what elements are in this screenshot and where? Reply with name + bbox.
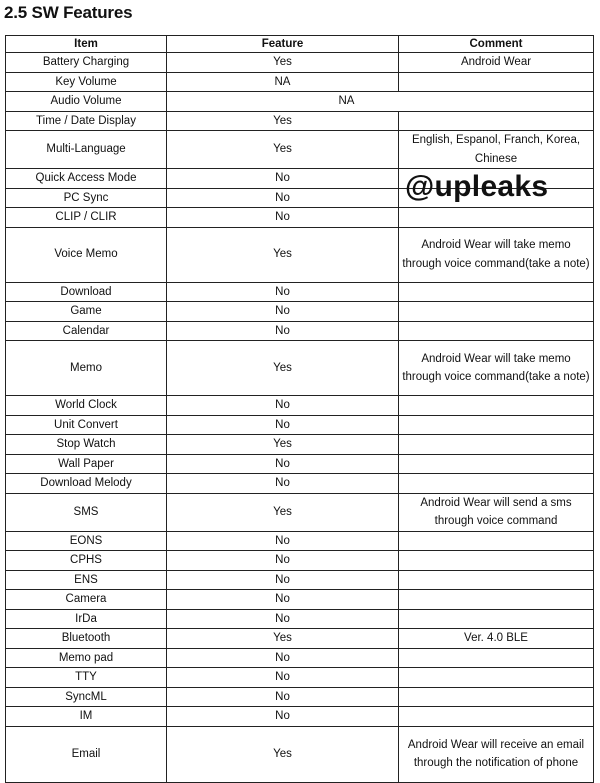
item-cell: Time / Date Display — [6, 111, 167, 131]
table-row — [6, 493, 594, 531]
item-cell: Email — [6, 726, 167, 782]
header-comment: Comment — [399, 36, 594, 53]
table-row — [6, 131, 594, 169]
feature-cell: No — [167, 396, 399, 416]
comment-cell — [399, 474, 594, 494]
item-cell: CLIP / CLIR — [6, 208, 167, 228]
comment-cell — [399, 531, 594, 551]
feature-cell: No — [167, 454, 399, 474]
comment-cell — [399, 415, 594, 435]
table-row — [6, 53, 594, 73]
item-cell: Memo pad — [6, 648, 167, 668]
table-row — [6, 668, 594, 688]
comment-cell — [399, 302, 594, 322]
comment-cell: Android Wear will take memo through voice command(take a note) — [399, 341, 594, 396]
feature-cell: No — [167, 687, 399, 707]
item-cell: Download Melody — [6, 474, 167, 494]
item-cell: Multi-Language — [6, 131, 167, 169]
table-row — [6, 92, 594, 112]
comment-cell: English, Espanol, Franch, Korea, Chinese — [399, 131, 594, 169]
feature-cell: Yes — [167, 435, 399, 455]
feature-cell: Yes — [167, 341, 399, 396]
table-row — [6, 570, 594, 590]
table-row — [6, 111, 594, 131]
item-cell: Unit Convert — [6, 415, 167, 435]
feature-cell: No — [167, 415, 399, 435]
item-cell: Wall Paper — [6, 454, 167, 474]
comment-cell: Ver. 4.0 BLE — [399, 629, 594, 649]
comment-cell — [399, 72, 594, 92]
comment-cell — [399, 570, 594, 590]
feature-cell: No — [167, 648, 399, 668]
table-row — [6, 72, 594, 92]
table-body — [6, 53, 594, 783]
feature-cell: No — [167, 302, 399, 322]
table-row — [6, 531, 594, 551]
table-row — [6, 208, 594, 228]
table-header-row — [6, 36, 594, 53]
item-cell: Download — [6, 282, 167, 302]
item-cell: Battery Charging — [6, 53, 167, 73]
item-cell: CPHS — [6, 551, 167, 571]
table-row — [6, 687, 594, 707]
sw-features-table — [5, 35, 594, 783]
item-cell: SMS — [6, 493, 167, 531]
header-feature: Feature — [167, 36, 399, 53]
section-title: 2.5 SW Features — [4, 3, 133, 22]
comment-cell — [399, 321, 594, 341]
feature-cell: No — [167, 188, 399, 208]
table-row — [6, 726, 594, 782]
table-row — [6, 321, 594, 341]
table-row — [6, 396, 594, 416]
table-row — [6, 609, 594, 629]
header-item: Item — [6, 36, 167, 53]
comment-cell — [399, 648, 594, 668]
comment-cell: Android Wear will receive an email through the notification of phone — [399, 726, 594, 782]
comment-cell — [399, 435, 594, 455]
feature-cell: Yes — [167, 53, 399, 73]
item-cell: Audio Volume — [6, 92, 167, 112]
item-cell: Game — [6, 302, 167, 322]
watermark: @upleaks — [405, 170, 549, 203]
comment-cell: Android Wear — [399, 53, 594, 73]
table-row — [6, 435, 594, 455]
item-cell: Key Volume — [6, 72, 167, 92]
item-cell: World Clock — [6, 396, 167, 416]
table-row — [6, 341, 594, 396]
feature-cell: Yes — [167, 493, 399, 531]
comment-cell — [399, 282, 594, 302]
item-cell: IM — [6, 707, 167, 727]
feature-cell: No — [167, 707, 399, 727]
table-row — [6, 282, 594, 302]
comment-cell — [399, 396, 594, 416]
item-cell: TTY — [6, 668, 167, 688]
comment-cell — [399, 111, 594, 131]
feature-cell: Yes — [167, 111, 399, 131]
table-row — [6, 302, 594, 322]
feature-cell: No — [167, 609, 399, 629]
table-row — [6, 707, 594, 727]
feature-cell: No — [167, 282, 399, 302]
feature-cell: No — [167, 474, 399, 494]
comment-cell — [399, 707, 594, 727]
item-cell: Camera — [6, 590, 167, 610]
table-row — [6, 648, 594, 668]
feature-cell: No — [167, 321, 399, 341]
item-cell: SyncML — [6, 687, 167, 707]
comment-cell — [399, 551, 594, 571]
feature-cell: Yes — [167, 131, 399, 169]
feature-cell: No — [167, 570, 399, 590]
feature-cell: Yes — [167, 629, 399, 649]
item-cell: PC Sync — [6, 188, 167, 208]
comment-cell: Android Wear will send a sms through voice command — [399, 493, 594, 531]
table-row — [6, 454, 594, 474]
comment-cell — [399, 208, 594, 228]
comment-cell — [399, 687, 594, 707]
feature-cell: No — [167, 169, 399, 189]
comment-cell: Android Wear will take memo through voice command(take a note) — [399, 227, 594, 282]
item-cell: Memo — [6, 341, 167, 396]
item-cell: IrDa — [6, 609, 167, 629]
feature-cell: No — [167, 531, 399, 551]
item-cell: Calendar — [6, 321, 167, 341]
feature-cell: No — [167, 551, 399, 571]
comment-cell — [399, 454, 594, 474]
feature-cell: NA — [167, 92, 594, 112]
item-cell: EONS — [6, 531, 167, 551]
table-row — [6, 590, 594, 610]
feature-cell: No — [167, 590, 399, 610]
feature-cell: NA — [167, 72, 399, 92]
feature-cell: Yes — [167, 227, 399, 282]
table-row — [6, 551, 594, 571]
feature-cell: No — [167, 208, 399, 228]
table-row — [6, 474, 594, 494]
feature-cell: No — [167, 668, 399, 688]
item-cell: ENS — [6, 570, 167, 590]
table-row — [6, 227, 594, 282]
item-cell: Bluetooth — [6, 629, 167, 649]
comment-cell — [399, 590, 594, 610]
item-cell: Stop Watch — [6, 435, 167, 455]
comment-cell — [399, 609, 594, 629]
item-cell: Quick Access Mode — [6, 169, 167, 189]
comment-cell — [399, 668, 594, 688]
feature-cell: Yes — [167, 726, 399, 782]
table-row — [6, 629, 594, 649]
item-cell: Voice Memo — [6, 227, 167, 282]
table-row — [6, 415, 594, 435]
